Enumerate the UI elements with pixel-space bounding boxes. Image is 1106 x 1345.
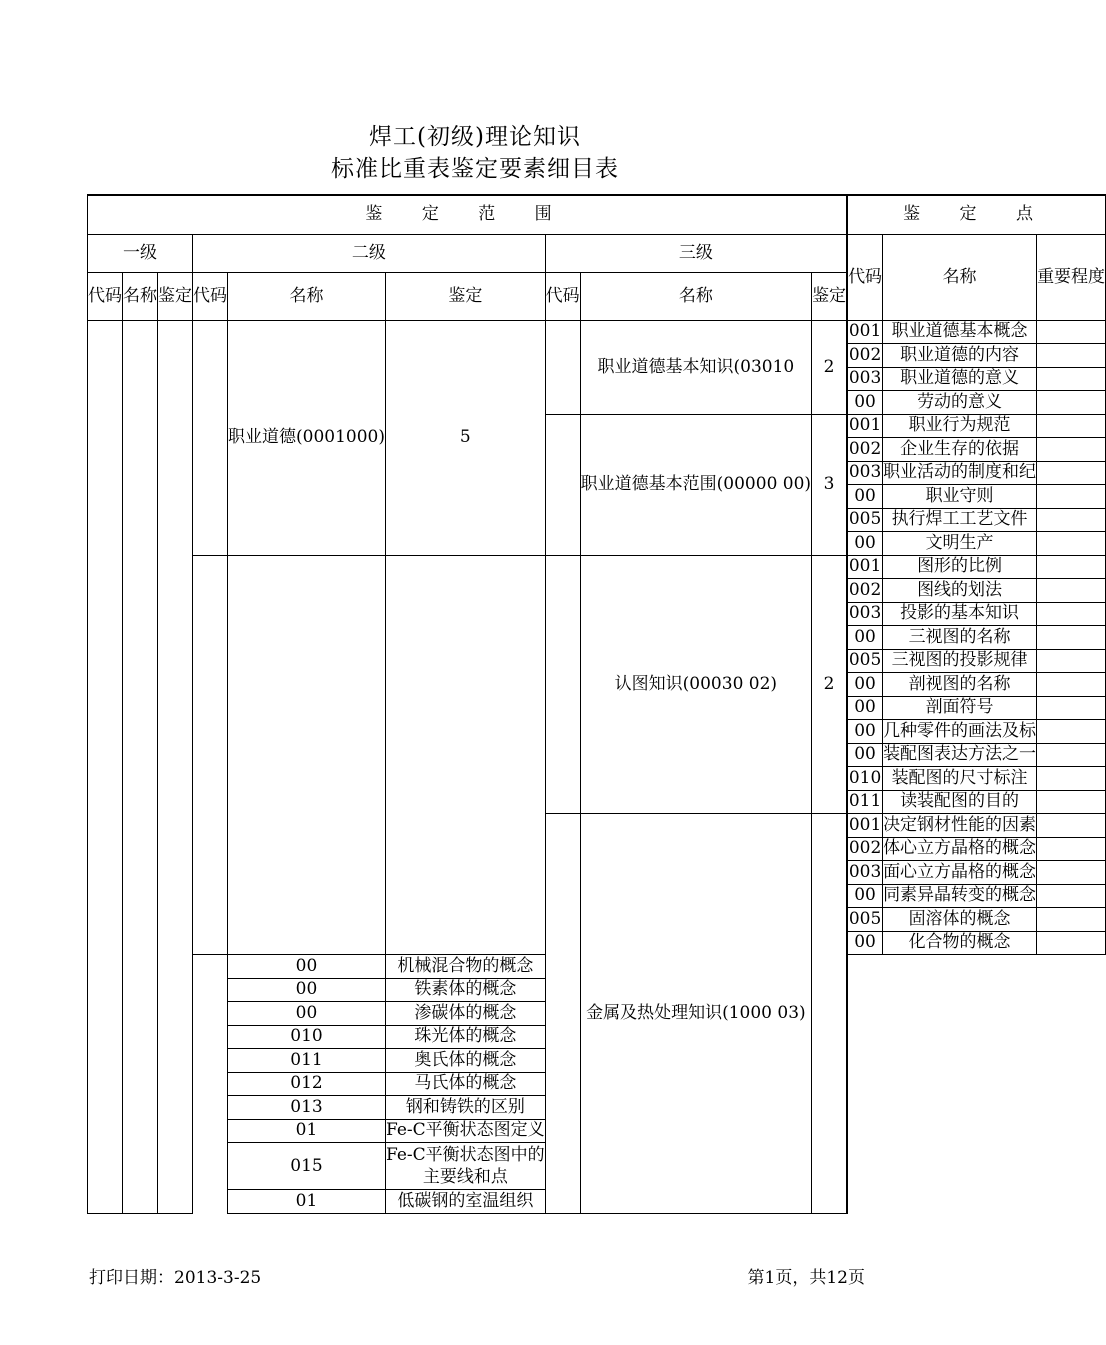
point-name: 职业行为规范 [883,414,1037,438]
point-code: 001 [848,414,883,438]
point-code: 01 [228,1190,386,1214]
point-importance [1037,720,1106,744]
point-importance [1037,320,1106,344]
point-importance [1037,696,1106,720]
point-code: 00 [848,884,883,908]
table-row [88,555,1106,579]
level1-name-cell [123,320,158,1213]
point-name: 职业守则 [883,485,1037,509]
level3-weight-header: 鉴定 [812,272,847,320]
column-gap [193,978,228,1002]
point-importance [1037,884,1106,908]
point-importance [847,1119,848,1143]
point-name: 钢和铸铁的区别 [385,1096,545,1120]
point-code: 011 [848,790,883,814]
level1-code-cell [88,320,123,1213]
point-importance [847,1072,848,1096]
point-name: 同素异晶转变的概念 [883,884,1037,908]
point-name: Fe-C平衡状态图定义 [385,1119,545,1143]
point-importance [847,1025,848,1049]
level2-code-cell [193,320,228,555]
point-importance [1037,931,1106,955]
importance-header: 重要程度 [1037,234,1106,320]
level1-weight-cell [158,320,193,1213]
point-importance [1037,861,1106,885]
point-importance [847,955,848,979]
point-name: 职业道德的意义 [883,367,1037,391]
level2-code-cell [193,555,228,955]
point-code: 002 [848,579,883,603]
point-importance [847,1096,848,1120]
scope-header: 鉴 定 范 围 [88,195,847,234]
point-name: 剖视图的名称 [883,673,1037,697]
document-title: 焊工(初级)理论知识 [369,124,581,150]
point-code: 001 [848,555,883,579]
point-code: 005 [848,508,883,532]
page-number: 第1页，共12页 [747,1268,865,1288]
appraisal-table [87,194,1106,1214]
point-importance [1037,414,1106,438]
table-row [88,320,1106,344]
column-gap [193,1072,228,1096]
point-name: 珠光体的概念 [385,1025,545,1049]
point-importance [1037,908,1106,932]
level3-name-cell: 认图知识(00030 02) [580,555,811,814]
point-name: 三视图的名称 [883,626,1037,650]
point-name: 奥氏体的概念 [385,1049,545,1073]
point-code: 002 [848,837,883,861]
point-importance [1037,837,1106,861]
point-code: 013 [228,1096,386,1120]
point-importance [847,1002,848,1026]
point-name: 图形的比例 [883,555,1037,579]
point-code: 00 [228,1002,386,1026]
point-code: 00 [848,626,883,650]
point-importance [1037,673,1106,697]
point-code: 00 [848,931,883,955]
level3-weight-cell: 2 [812,320,847,414]
level2-header: 二级 [193,234,546,272]
point-name: 职业活动的制度和纪 [883,461,1037,485]
point-name: 三视图的投影规律 [883,649,1037,673]
point-name: 文明生产 [883,532,1037,556]
point-name: 铁素体的概念 [385,978,545,1002]
level3-code-cell [545,814,580,1214]
point-code: 00 [848,485,883,509]
point-importance [1037,743,1106,767]
point-name: 职业道德的内容 [883,344,1037,368]
point-importance [847,1049,848,1073]
point-name: 体心立方晶格的概念 [883,837,1037,861]
point-name: 决定钢材性能的因素 [883,814,1037,838]
point-importance [1037,461,1106,485]
point-importance [847,1143,848,1190]
level1-code-header: 代码 [88,272,123,320]
column-gap [193,1049,228,1073]
point-name: 装配图的尺寸标注 [883,767,1037,791]
level1-header: 一级 [88,234,193,272]
point-code: 003 [848,461,883,485]
point-name: 图线的划法 [883,579,1037,603]
point-code: 010 [848,767,883,791]
print-date: 打印日期：2013-3-25 [89,1268,262,1288]
point-code: 00 [848,532,883,556]
level3-name-cell: 金属及热处理知识(1000 03) [580,814,811,1214]
level3-code-cell [545,555,580,814]
point-name: Fe-C平衡状态图中的主要线和点 [385,1143,545,1190]
point-code: 011 [228,1049,386,1073]
point-code: 00 [848,673,883,697]
level2-weight-header: 鉴定 [385,272,545,320]
point-code: 015 [228,1143,386,1190]
point-name: 读装配图的目的 [883,790,1037,814]
point-importance [1037,508,1106,532]
point-name: 企业生存的依据 [883,438,1037,462]
point-name-header: 名称 [883,234,1037,320]
point-importance [847,1190,848,1214]
point-code: 003 [848,367,883,391]
point-code: 010 [228,1025,386,1049]
point-code: 005 [848,908,883,932]
column-gap [193,1002,228,1026]
point-importance [847,978,848,1002]
point-importance [1037,814,1106,838]
level2-name-cell: 职业道德(0001000) [228,320,386,555]
level2-weight-cell [385,555,545,955]
point-importance [1037,649,1106,673]
point-code: 00 [848,696,883,720]
point-code: 002 [848,438,883,462]
point-header: 鉴 定 点 [848,195,1106,234]
level1-weight-header: 鉴定 [158,272,193,320]
point-name: 装配图表达方法之一 [883,743,1037,767]
point-importance [1037,602,1106,626]
point-code: 00 [848,391,883,415]
column-gap [193,1025,228,1049]
point-name: 投影的基本知识 [883,602,1037,626]
level3-name-header: 名称 [580,272,811,320]
level2-code-header: 代码 [193,272,228,320]
point-code: 00 [228,978,386,1002]
point-name: 低碳钢的室温组织 [385,1190,545,1214]
column-gap [193,1190,228,1214]
level3-weight-cell: 2 [812,555,847,814]
point-name: 机械混合物的概念 [385,955,545,979]
point-name: 职业道德基本概念 [883,320,1037,344]
level3-header: 三级 [545,234,846,272]
column-gap [193,1096,228,1120]
point-importance [1037,438,1106,462]
point-name: 马氏体的概念 [385,1072,545,1096]
point-importance [1037,367,1106,391]
point-code: 00 [228,955,386,979]
level3-weight-cell: 3 [812,414,847,555]
level3-code-header: 代码 [545,272,580,320]
level3-weight-cell [812,814,847,1214]
point-code-header: 代码 [848,234,883,320]
level3-name-cell: 职业道德基本范围(00000 00) [580,414,811,555]
point-code: 001 [848,814,883,838]
point-name: 固溶体的概念 [883,908,1037,932]
point-code: 003 [848,602,883,626]
point-importance [1037,485,1106,509]
point-importance [1037,532,1106,556]
point-importance [1037,391,1106,415]
point-importance [1037,344,1106,368]
point-name: 渗碳体的概念 [385,1002,545,1026]
column-gap [193,1143,228,1190]
point-code: 002 [848,344,883,368]
level3-name-cell: 职业道德基本知识(03010 [580,320,811,414]
point-name: 化合物的概念 [883,931,1037,955]
point-name: 面心立方晶格的概念 [883,861,1037,885]
level2-weight-cell: 5 [385,320,545,555]
column-gap [193,1119,228,1143]
point-importance [1037,790,1106,814]
column-gap [193,955,228,979]
point-name: 剖面符号 [883,696,1037,720]
point-code: 00 [848,720,883,744]
point-code: 00 [848,743,883,767]
level3-code-cell [545,320,580,414]
point-name: 执行焊工工艺文件 [883,508,1037,532]
point-importance [1037,767,1106,791]
point-code: 001 [848,320,883,344]
point-code: 01 [228,1119,386,1143]
point-code: 005 [848,649,883,673]
point-importance [1037,579,1106,603]
point-code: 003 [848,861,883,885]
level2-name-header: 名称 [228,272,386,320]
point-code: 012 [228,1072,386,1096]
point-importance [1037,626,1106,650]
document-subtitle: 标准比重表鉴定要素细目表 [331,156,619,182]
point-name: 劳动的意义 [883,391,1037,415]
level1-name-header: 名称 [123,272,158,320]
point-importance [1037,555,1106,579]
level3-code-cell [545,414,580,555]
level2-name-cell [228,555,386,955]
point-name: 几种零件的画法及标 [883,720,1037,744]
